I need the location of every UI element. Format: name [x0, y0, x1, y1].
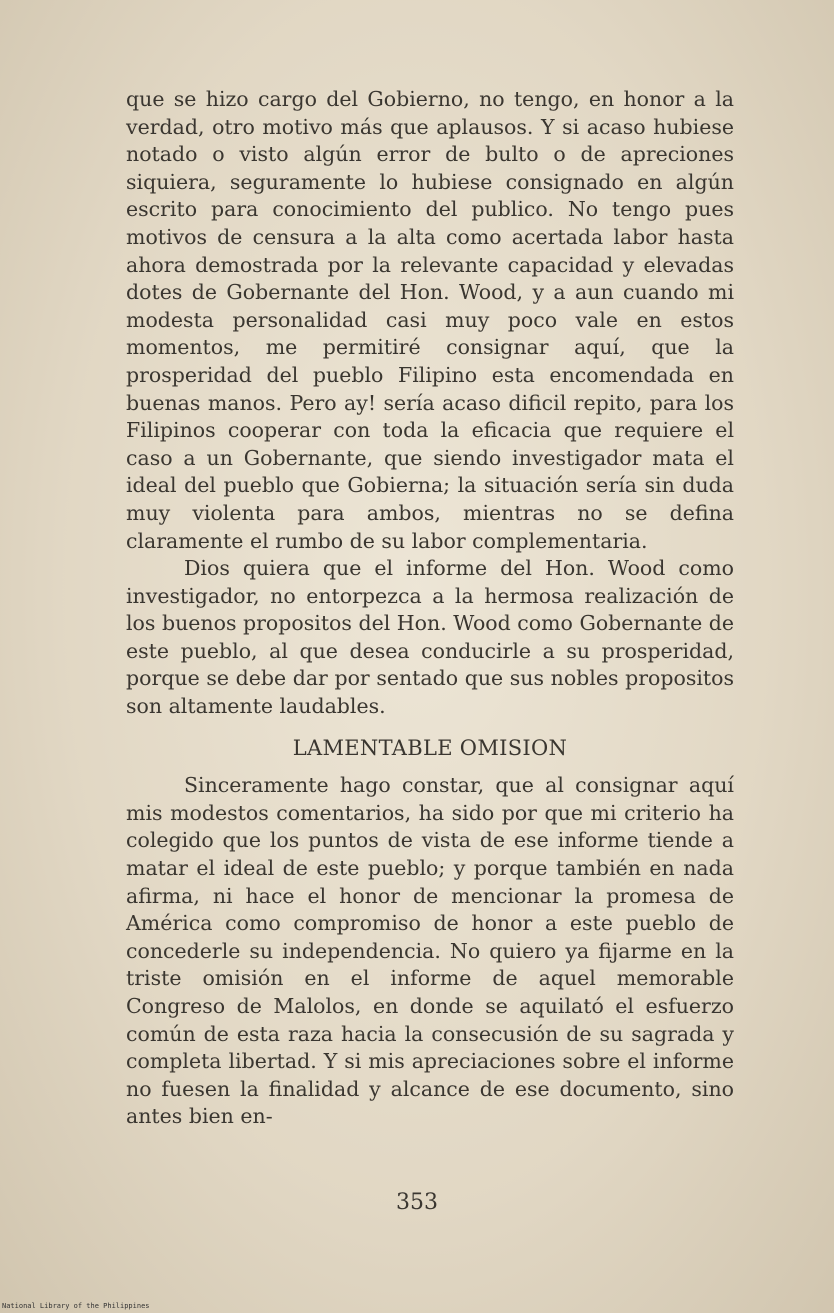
paragraph-continuation: que se hizo cargo del Gobierno, no tengo, en honor a la verdad, otro motivo más que aplausos. Y si acaso hubiese notado o visto algún error de bulto o de apreciones siquiera, seguramente lo hubiese consignado en algún escrito para conocimiento del publico. No tengo pues motivos de censura a la alta como acertada labor hasta ahora demostrada por la relevante capacidad y elevadas dotes de Gobernante del Hon. Wood, y a aun cuando mi modesta personalidad casi muy poco vale en estos momentos, me permitiré consignar aquí, que la prosperidad del pueblo Filipino esta encomendada en buenas manos. Pero ay! sería acaso dificil repito, para los Filipinos cooperar con toda la eficacia que requiere el caso a un Gobernante, que siendo investigador mata el ideal del pueblo que Gobierna; la situación sería sin duda muy violenta para ambos, mientras no se defina claramente el rumbo de su labor complementaria. [126, 87, 734, 553]
section-heading: LAMENTABLE OMISION [292, 735, 568, 760]
footer-credit: National Library of the Philippines [2, 1302, 150, 1310]
paragraph-sinceramente: Sinceramente hago constar, que al consignar aquí mis modestos comentarios, ha sido por que mi criterio ha colegido que los puntos de vista de ese informe tiende a matar el ideal de este pueblo; y porque también en nada afirma, ni hace el honor de mencionar la promesa de América como compromiso de honor a este pueblo de concederle su independencia. No quiero ya fijarme en la triste omisión en el informe de aquel memorable Congreso de Malolos, en donde se aquilató el esfuerzo común de esta raza hacia la consecusión de su sagrada y completa libertad. Y si mis apreciaciones sobre el informe no fuesen la finalidad y alcance de ese documento, sino antes bien en- [126, 773, 734, 1129]
paragraph-dios-quiera: Dios quiera que el informe del Hon. Wood como investigador, no entorpezca a la hermosa realización de los buenos propositos del Hon. Wood como Gobernante de este pueblo, al que desea conducirle a su prosperidad, porque se debe dar por sentado que sus nobles propositos son altamente laudables. [126, 556, 734, 719]
body-text [126, 86, 734, 1131]
page-number: 353 [396, 1190, 438, 1215]
